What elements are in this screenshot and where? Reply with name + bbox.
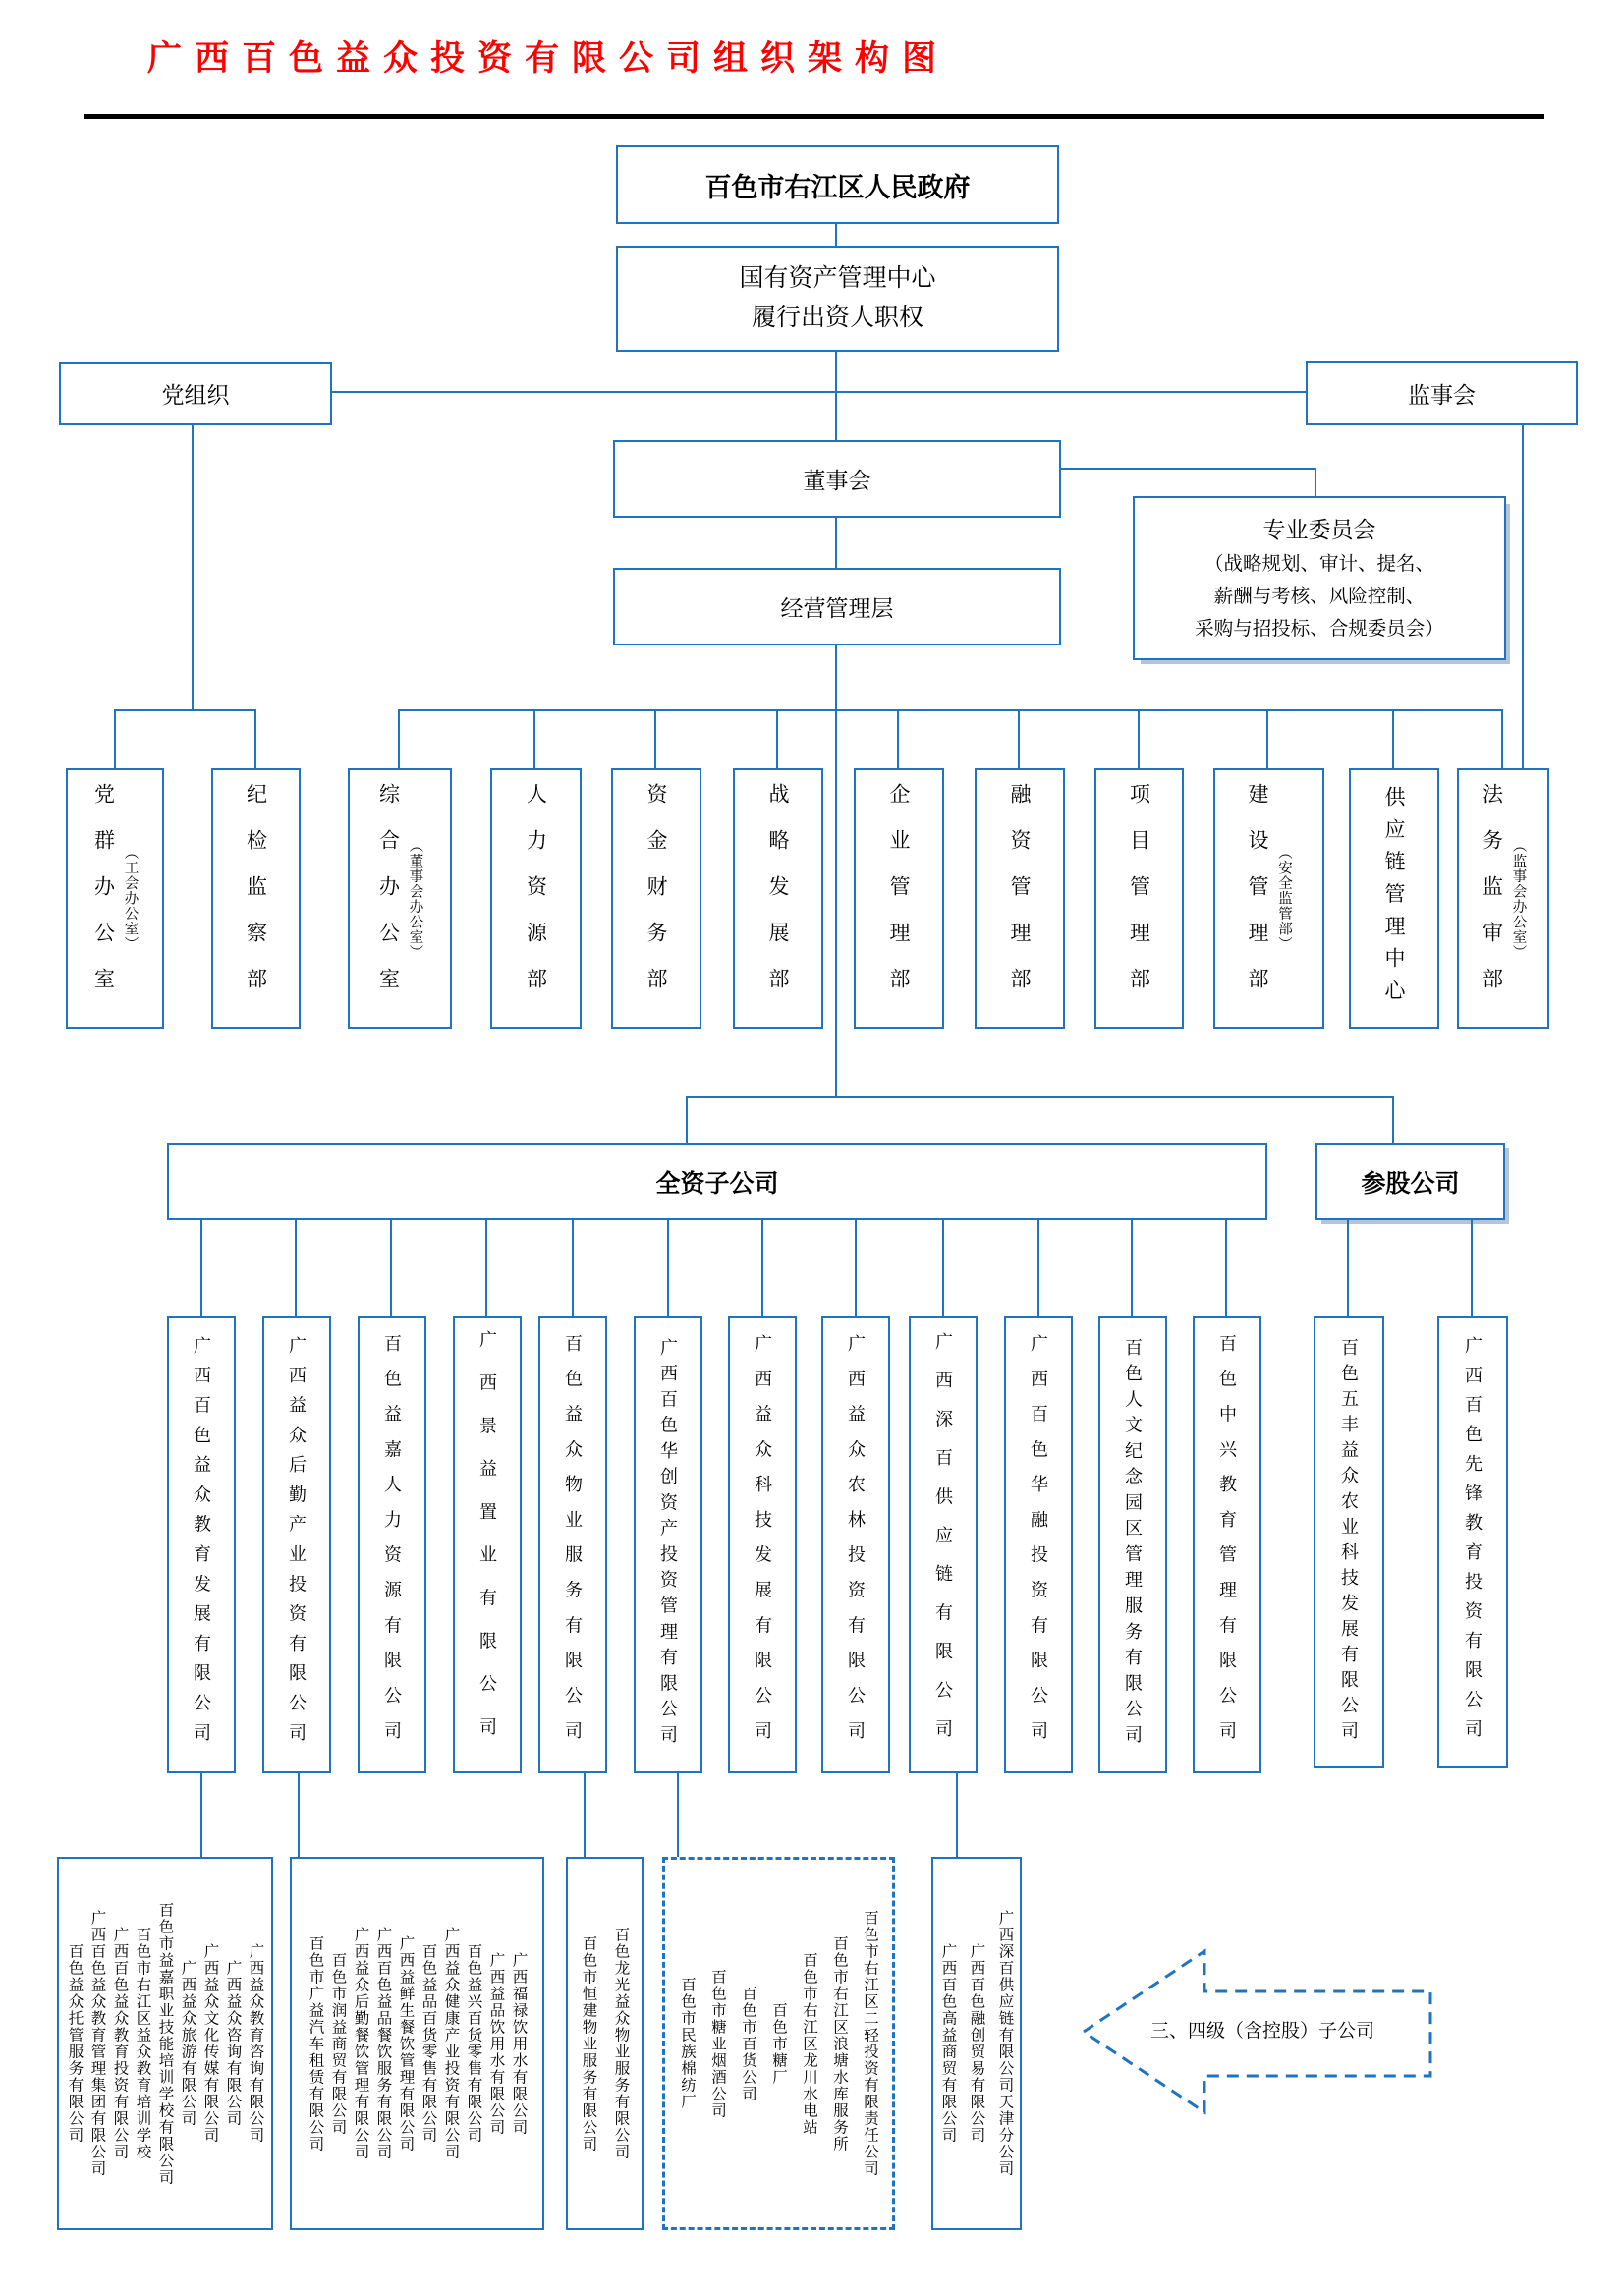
department-box	[733, 768, 823, 1029]
connector-line	[1138, 709, 1140, 769]
department-name-wrap	[1125, 783, 1154, 1014]
connector-line	[776, 709, 778, 769]
equity-company-box	[1314, 1316, 1384, 1768]
subsidiary-box	[262, 1316, 331, 1773]
connector-line	[1347, 1218, 1349, 1316]
connector-line	[114, 709, 116, 769]
tier3-company-name: 百色益兴百货零售有限公司	[465, 1943, 482, 2144]
department-name-wrap	[1005, 783, 1035, 1014]
equity-company-name: 百色五丰益众农业科技发展有限公司	[1339, 1338, 1359, 1747]
tier3-company-name: 广西益众健康产业投资有限公司	[442, 1927, 460, 2160]
connector-line	[1225, 1218, 1227, 1316]
department-name: 建设管理部	[1246, 783, 1269, 1014]
tier3-box	[931, 1857, 1022, 2230]
subsidiary-name: 广西深百供应链有限公司	[933, 1331, 953, 1759]
tier3-company-name: 百色益品百货零售有限公司	[420, 1943, 437, 2144]
connector-line	[956, 1771, 958, 1857]
department-box	[211, 768, 301, 1029]
subsidiary-name: 百色人文纪念园区管理服务有限公司	[1123, 1338, 1143, 1752]
subsidiary-name: 广西百色华融投资有限公司	[1029, 1333, 1048, 1757]
department-subname: （安全监管部）	[1276, 845, 1292, 952]
tier3-company-name: 广西百色益品餐饮服务有限公司	[374, 1927, 392, 2160]
department-subname: （董事会办公室）	[407, 837, 423, 960]
tier3-company-name: 广西百色益众教育投资有限公司	[111, 1927, 129, 2160]
connector-line	[390, 1218, 392, 1316]
department-box	[1213, 768, 1324, 1029]
department-name: 战略发展部	[766, 783, 790, 1014]
equity-company-box	[1437, 1316, 1508, 1768]
connector-line	[1037, 1218, 1039, 1316]
connector-line	[835, 645, 837, 1097]
connector-line	[1522, 425, 1524, 769]
node-board-of-supervisors: 监事会	[1306, 361, 1578, 425]
node-board-of-directors: 董事会	[613, 440, 1061, 518]
department-box	[975, 768, 1065, 1029]
connector-line	[332, 391, 1307, 393]
header-wholly-owned-subsidiaries: 全资子公司	[167, 1143, 1267, 1220]
tier3-company-name: 广西益品饮用水有限公司	[487, 1951, 505, 2136]
tier3-company-list	[672, 1873, 885, 2214]
tier3-company-name: 广西益众文化传媒有限公司	[201, 1943, 219, 2144]
subsidiary-box	[909, 1316, 978, 1773]
connector-line	[295, 1218, 297, 1316]
department-name: 法务监审部	[1480, 783, 1504, 1014]
connector-line	[485, 1218, 487, 1316]
subsidiary-box	[1004, 1316, 1073, 1773]
connector-line	[399, 709, 1503, 711]
department-name-wrap	[1478, 783, 1530, 1014]
tier3-box	[662, 1857, 895, 2230]
subsidiary-box	[453, 1316, 522, 1773]
tier3-box	[57, 1857, 273, 2230]
department-subname: （工会办公室）	[122, 845, 139, 952]
tier3-company-name: 百色市糖厂	[770, 2001, 787, 2086]
connector-line	[835, 518, 837, 569]
subsidiary-box	[538, 1316, 607, 1773]
connector-line	[1392, 709, 1394, 769]
tier3-company-name: 百色市右江区益众教育培训学校	[134, 1927, 151, 2160]
connector-line	[654, 709, 656, 769]
tier3-company-name: 广西益众后勤餐饮管理有限公司	[352, 1927, 369, 2160]
connector-line	[298, 1771, 300, 1857]
subsidiary-box	[728, 1316, 797, 1773]
subsidiary-box	[634, 1316, 702, 1773]
connector-line	[1266, 709, 1268, 769]
connector-line	[200, 1771, 202, 1857]
subsidiary-name: 广西百色益众教育发展有限公司	[192, 1336, 211, 1754]
connector-line	[572, 1218, 574, 1316]
tier3-company-name: 广西百色益众教育管理集团有限公司	[88, 1910, 106, 2177]
connector-line	[533, 709, 535, 769]
department-name-wrap	[763, 783, 793, 1014]
node-special-committees: 专业委员会 （战略规划、审计、提名、 薪酬与考核、风险控制、 采购与招投标、合规委员会）	[1133, 496, 1506, 660]
level3-arrow-label: 三、四级（含控股）子公司	[1149, 2021, 1374, 2042]
title-underline	[84, 114, 1544, 119]
connector-line	[1131, 1218, 1133, 1316]
department-box	[1094, 768, 1184, 1029]
subsidiary-name: 广西益众后勤产业投资有限公司	[287, 1336, 307, 1754]
department-name-wrap	[242, 783, 271, 1014]
department-name: 人力资源部	[524, 783, 548, 1014]
department-name-wrap	[1243, 783, 1295, 1014]
connector-line	[200, 1218, 202, 1316]
tier3-company-name: 百色益众托管服务有限公司	[66, 1943, 84, 2144]
department-name: 综合办公室	[376, 783, 401, 1014]
connector-line	[584, 1771, 586, 1857]
subsidiary-name: 广西百色华创资产投资管理有限公司	[658, 1338, 678, 1752]
tier3-company-name: 广西百色高益商贸有限公司	[939, 1943, 957, 2144]
department-name: 企业管理部	[887, 783, 911, 1014]
connector-line	[835, 224, 837, 246]
department-name-wrap	[1379, 786, 1409, 1012]
tier3-company-name: 广西益众咨询有限公司	[224, 1960, 242, 2127]
tier3-box	[290, 1857, 544, 2230]
department-name-wrap	[642, 783, 671, 1014]
subsidiary-box	[1193, 1316, 1261, 1773]
tier3-company-name: 百色市益嘉职业技能培训学校有限公司	[156, 1901, 174, 2186]
equity-company-name: 广西百色先锋教育投资有限公司	[1463, 1336, 1483, 1749]
department-name: 项目管理部	[1127, 783, 1151, 1014]
subsidiary-name: 广西益众科技发展有限公司	[753, 1333, 772, 1757]
connector-line	[1392, 1096, 1394, 1144]
node-government: 百色市右江区人民政府	[616, 145, 1059, 224]
subsidiary-name: 百色中兴教育管理有限公司	[1217, 1333, 1237, 1757]
page-title: 广西百色益众投资有限公司组织架构图	[147, 39, 950, 78]
tier3-box	[566, 1857, 644, 2230]
subsidiary-name: 广西益众农林投资有限公司	[846, 1333, 866, 1757]
department-box	[611, 768, 701, 1029]
department-subname: （监事会办公室）	[1510, 837, 1527, 960]
department-box	[1457, 768, 1549, 1029]
connector-line	[686, 1096, 1394, 1098]
department-box	[854, 768, 944, 1029]
department-box	[1349, 768, 1439, 1029]
node-party-organization: 党组织	[59, 362, 332, 425]
tier3-company-name: 广西益众教育咨询有限公司	[247, 1943, 264, 2144]
connector-line	[398, 709, 400, 769]
tier3-company-name: 百色龙光益众物业服务有限公司	[612, 1927, 630, 2160]
tier3-company-name: 广西福禄饮用水有限公司	[510, 1951, 528, 2136]
tier3-company-list	[64, 1872, 267, 2215]
connector-line	[1471, 1218, 1473, 1316]
subsidiary-box	[358, 1316, 426, 1773]
department-name: 融资管理部	[1008, 783, 1032, 1014]
connector-line	[192, 425, 194, 710]
department-name-wrap	[884, 783, 914, 1014]
tier3-company-name: 百色市右江区浪塘水库服务所	[831, 1934, 848, 2153]
tier3-company-name: 百色市糖业烟酒公司	[709, 1968, 726, 2119]
connector-line	[761, 1218, 763, 1316]
connector-line	[1315, 468, 1316, 497]
subsidiary-name: 广西景益置业有限公司	[477, 1329, 497, 1761]
department-name-wrap	[374, 783, 426, 1014]
tier3-company-name: 广西益鲜生餐饮管理有限公司	[397, 1934, 415, 2153]
department-box	[490, 768, 582, 1029]
connector-line	[1018, 709, 1020, 769]
tier3-company-name: 百色市民族棉纺厂	[679, 1977, 696, 2110]
tier3-company-name: 百色市润益商贸有限公司	[329, 1951, 347, 2136]
subsidiary-box	[1098, 1316, 1167, 1773]
connector-line	[254, 709, 256, 769]
connector-line	[686, 1096, 688, 1144]
subsidiary-name: 百色益嘉人力资源有限公司	[382, 1333, 402, 1757]
tier3-company-name: 百色市广益汽车租赁有限公司	[307, 1934, 324, 2153]
tier3-company-list	[934, 1872, 1020, 2215]
node-asset-center: 国有资产管理中心 履行出资人职权	[616, 246, 1059, 352]
tier3-company-name: 广西百色融创贸易有限公司	[968, 1943, 985, 2144]
department-name: 供应链管理中心	[1382, 785, 1406, 1012]
connector-line	[897, 709, 899, 769]
department-name: 资金财务部	[644, 783, 668, 1014]
connector-line	[835, 352, 837, 441]
header-equity-companies: 参股公司	[1315, 1143, 1505, 1220]
subsidiary-name: 百色益众物业服务有限公司	[563, 1333, 583, 1757]
department-box	[66, 768, 164, 1029]
tier3-company-name: 百色市恒建物业服务有限公司	[580, 1934, 597, 2153]
tier3-company-name: 百色市右江区龙川水电站	[801, 1951, 817, 2136]
tier3-company-name: 广西深百供应链有限公司天津分公司	[996, 1910, 1014, 2177]
tier3-company-list	[573, 1872, 638, 2215]
connector-line	[1501, 709, 1503, 769]
connector-line	[114, 709, 256, 711]
connector-line	[942, 1218, 944, 1316]
connector-line	[677, 1771, 679, 1857]
tier3-company-name: 广西益众旅游有限公司	[179, 1960, 196, 2127]
subsidiary-box	[821, 1316, 890, 1773]
subsidiary-box	[167, 1316, 236, 1773]
department-name: 党群办公室	[91, 783, 116, 1014]
connector-line	[667, 1218, 669, 1316]
tier3-company-name: 百色市右江区二轻投资有限责任公司	[862, 1910, 878, 2177]
department-name: 纪检监察部	[244, 783, 268, 1014]
department-name-wrap	[89, 783, 141, 1014]
department-name-wrap	[522, 783, 551, 1014]
department-box	[348, 768, 452, 1029]
connector-line	[855, 1218, 857, 1316]
tier3-company-name: 百色市百货公司	[740, 1985, 756, 2102]
node-management-layer: 经营管理层	[613, 568, 1061, 645]
tier3-company-list	[305, 1872, 531, 2215]
connector-line	[1061, 468, 1316, 470]
